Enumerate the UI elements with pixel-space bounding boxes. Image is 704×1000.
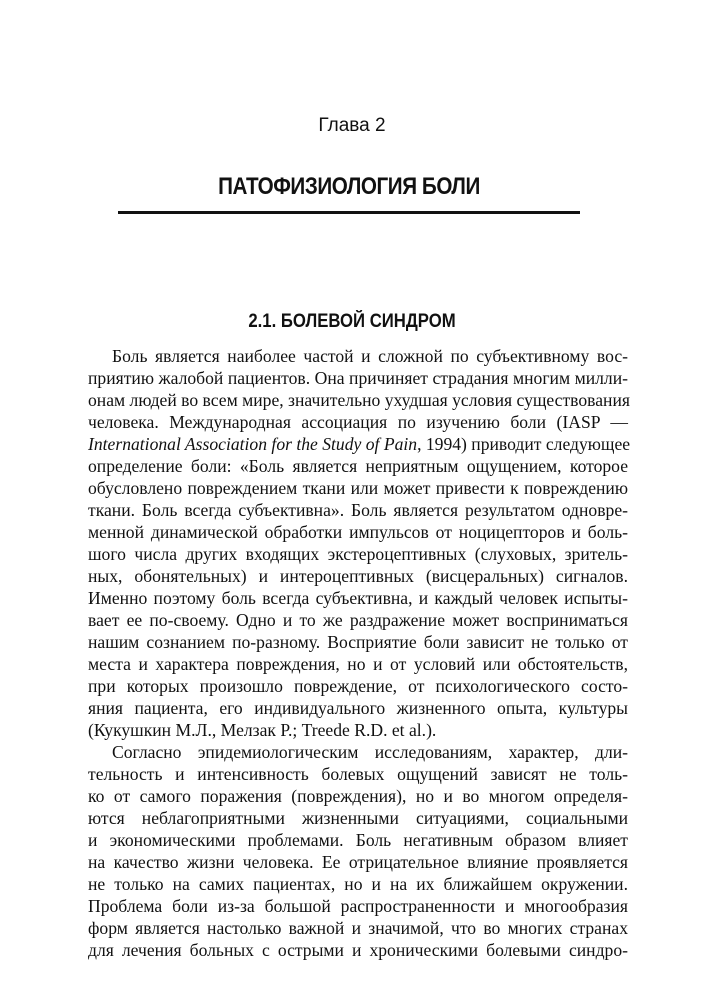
paragraph-2-line: на качество жизни человека. Ее отрицательное влияние проявляется [88,852,628,872]
paragraph-1-line: места и характера повреждения, но и от условий или обстоятельств, [88,654,628,674]
paragraph-2-line: тельность и интенсивность болевых ощущений зависят не толь- [88,764,628,784]
paragraph-1-line: определение боли: «Боль является неприятным ощущением, которое [88,456,628,476]
paragraph-2-line: для лечения больных с острыми и хроническими болевыми синдро- [88,940,628,960]
body-text [88,345,631,961]
paragraph-2-line: Согласно эпидемиологическим исследованиям, характер, дли- [112,742,628,762]
paragraph-1-line: ткани. Боль всегда субъективна». Боль является результатом одновре- [88,500,628,520]
paragraph-1-line: приятию жалобой пациентов. Она причиняет страдания многим милли- [88,368,628,388]
paragraph-1-line: вает ее по-своему. Одно и то же раздражение может восприниматься [88,610,628,630]
title-underline-divider [118,211,580,214]
paragraph-1-line: обусловлено повреждением ткани или может привести к повреждению [88,478,628,498]
paragraph-1-line: ных, обонятельных) и интероцептивных (висцеральных) сигналов. [88,566,628,586]
paragraph-1-line: человека. Международная ассоциация по изучению боли (IASP — [88,412,628,432]
iasp-full-name: International Association for the Study of Pain [88,434,418,454]
paragraph-2-line: не только на самих пациентах, но и на их ближайшем окружении. [88,874,628,894]
paragraph-1-line-mixed [88,433,631,455]
paragraph-2-line: Проблема боли из-за большой распространенности и многообразия [88,896,628,916]
paragraph-2-line: ко от самого поражения (повреждения), но и во многом определя- [88,786,628,806]
paragraph-1-line: Именно поэтому боль всегда субъективна, и каждый человек испыты- [88,588,628,608]
paragraph-2-line: форм является настолько важной и значимой, что во многих странах [88,918,628,938]
paragraph-1-line: яния пациента, его индивидуального жизненного опыта, культуры [88,698,628,718]
paragraph-1-line: шого числа других входящих экстероцептивных (слуховых, зритель- [88,544,628,564]
chapter-title: ПАТОФИЗИОЛОГИЯ БОЛИ [218,173,480,200]
paragraph-1-line: при которых произошло повреждение, от психологического состо- [88,676,628,696]
paragraph-1-line-tail: , 1994) приводит следующее [417,434,631,454]
chapter-label: Глава 2 [318,115,386,136]
paragraph-1-line: онам людей во всем мире, значительно ухудшая условия существования [88,390,630,410]
paragraph-1-line: менной динамической обработки импульсов от ноцицепторов и боль- [88,522,628,542]
paragraph-2-line: ются неблагоприятными жизненными ситуациями, социальными [88,808,628,828]
paragraph-1-line: Боль является наиболее частой и сложной по субъективному вос- [112,346,628,366]
paragraph-2-line: и экономическими проблемами. Боль негативным образом влияет [88,830,628,850]
section-heading: 2.1. БОЛЕВОЙ СИНДРОМ [248,311,456,332]
paragraph-1-line: нашим сознанием по-разному. Восприятие боли зависит не только от [88,632,628,652]
paragraph-1-line: (Кукушкин М.Л., Мелзак Р.; Treede R.D. et al.). [88,720,437,740]
